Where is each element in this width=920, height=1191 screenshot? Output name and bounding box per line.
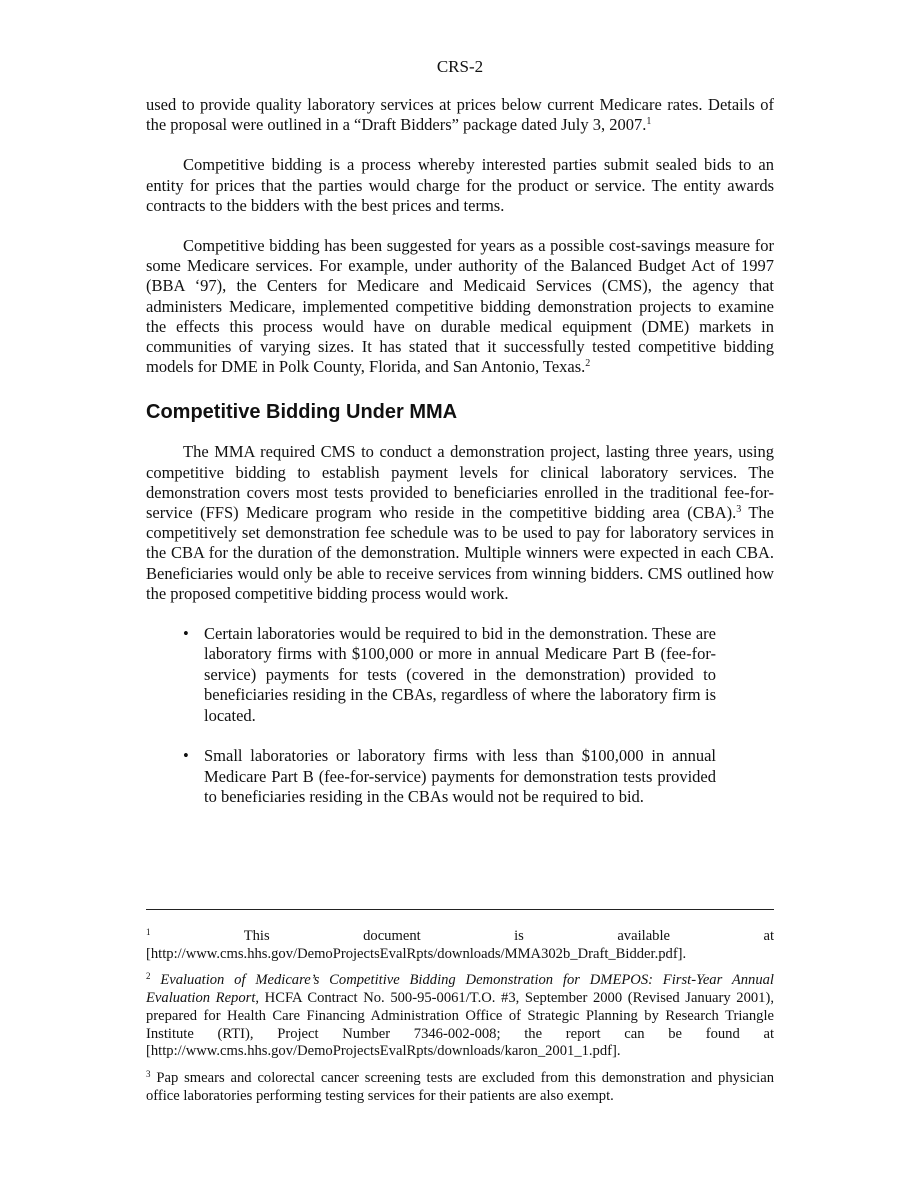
paragraph-4-text-b: The competitively set demonstration fee schedule was to be used to pay for laboratory services in the CBA for the duration of the demonstration. Multiple winners were expected in each CBA. Beneficiaries would only be able to receive services from winning bidders. CMS outlined how the proposed competitive bidding process would work.: [146, 503, 774, 603]
bullet-icon: •: [183, 624, 189, 644]
footnote-report-title: Evaluation of Medicare’s Competitive Bidding Demonstration for DMEPOS: First-Year Annual Evaluation Report: [146, 972, 774, 1007]
footnote-ref-2[interactable]: 2: [585, 358, 591, 370]
section-heading: Competitive Bidding Under MMA: [146, 401, 458, 424]
footnote-marker: 2: [146, 971, 151, 982]
footnote-marker: 3: [146, 1068, 151, 1079]
bullet-icon: •: [183, 746, 189, 766]
bullet-item: [183, 746, 716, 807]
paragraph-1-text: used to provide quality laboratory services at prices below current Medicare rates. Details of the proposal were outlined in a “Draft Bidders” package dated July 3, 2007.: [146, 95, 774, 135]
paragraph-1: [146, 95, 774, 135]
footnote-marker: 1: [146, 927, 151, 937]
paragraph-2: Competitive bidding is a process whereby interested parties submit sealed bids to an entity for prices that the parties would charge for the product or service. The entity awards contracts to the bidders with the best prices and terms.: [146, 155, 774, 215]
body-text: [146, 95, 774, 827]
page-number: CRS-2: [436, 57, 484, 76]
paragraph-4-text-a: The MMA required CMS to conduct a demonstration project, lasting three years, using competitive bidding to establish payment levels for clinical laboratory services. The demonstration covers most tests provided to beneficiaries enrolled in the traditional fee-for-service (FFS) Medicare program who reside in the competitive bidding area (CBA).: [146, 442, 774, 523]
footnote-1: [146, 928, 774, 963]
footnotes: [146, 928, 774, 1114]
paragraph-4: [146, 442, 774, 604]
footnote-ref-3[interactable]: 3: [736, 504, 742, 516]
footnote-text: Pap smears and colorectal cancer screening tests are excluded from this demonstration and physician office laboratories performing testing services for their patients are also exempt.: [146, 1069, 774, 1104]
footnote-divider: [146, 909, 774, 910]
paragraph-3: [146, 236, 774, 377]
paragraph-3-text: Competitive bidding has been suggested for years as a possible cost-savings measure for some Medicare services. For example, under authority of the Balanced Budget Act of 1997 (BBA ‘97), the Centers for Medicare and Medicaid Services (CMS), the agency that administers Medicare, implemented competitive bidding demonstration projects to examine the effects this process would have on durable medical equipment (DME) markets in communities of varying sizes. It has stated that it successfully tested competitive bidding models for DME in Polk County, Florida, and San Antonio, Texas.: [146, 236, 774, 377]
footnote-2: [146, 972, 774, 1061]
bullet-text: Certain laboratories would be required to bid in the demonstration. These are laboratory firms with $100,000 or more in annual Medicare Part B (fee-for-service) payments for tests (covered in the demonstration) provided to beneficiaries residing in the CBAs, regardless of where the laboratory firm is located.: [204, 624, 716, 725]
footnote-ref-1[interactable]: 1: [646, 116, 652, 128]
bullet-list: [146, 624, 774, 807]
bullet-text: Small laboratories or laboratory firms with less than $100,000 in annual Medicare Part B (fee-for-service) payments for demonstration tests provided to beneficiaries residing in the CBAs would not be required to bid.: [204, 746, 716, 806]
footnote-text: This document is available at [http://www.cms.hhs.gov/DemoProjectsEvalRpts/downloads/MMA302b_Draft_Bidder.pdf].: [146, 928, 774, 962]
footnote-text: , HCFA Contract No. 500-95-0061/T.O. #3, September 2000 (Revised January 2001), prepared for Health Care Financing Administration Office of Strategic Planning by Research Triangle Institute (RTI), Project Number 7346-002-008; the report can be found at [http://www.cms.hhs.gov/DemoProjectsEvalRpts/downloads/karon_2001_1.pdf].: [146, 990, 774, 1060]
bullet-item: [183, 624, 716, 726]
footnote-3: [146, 1070, 774, 1105]
